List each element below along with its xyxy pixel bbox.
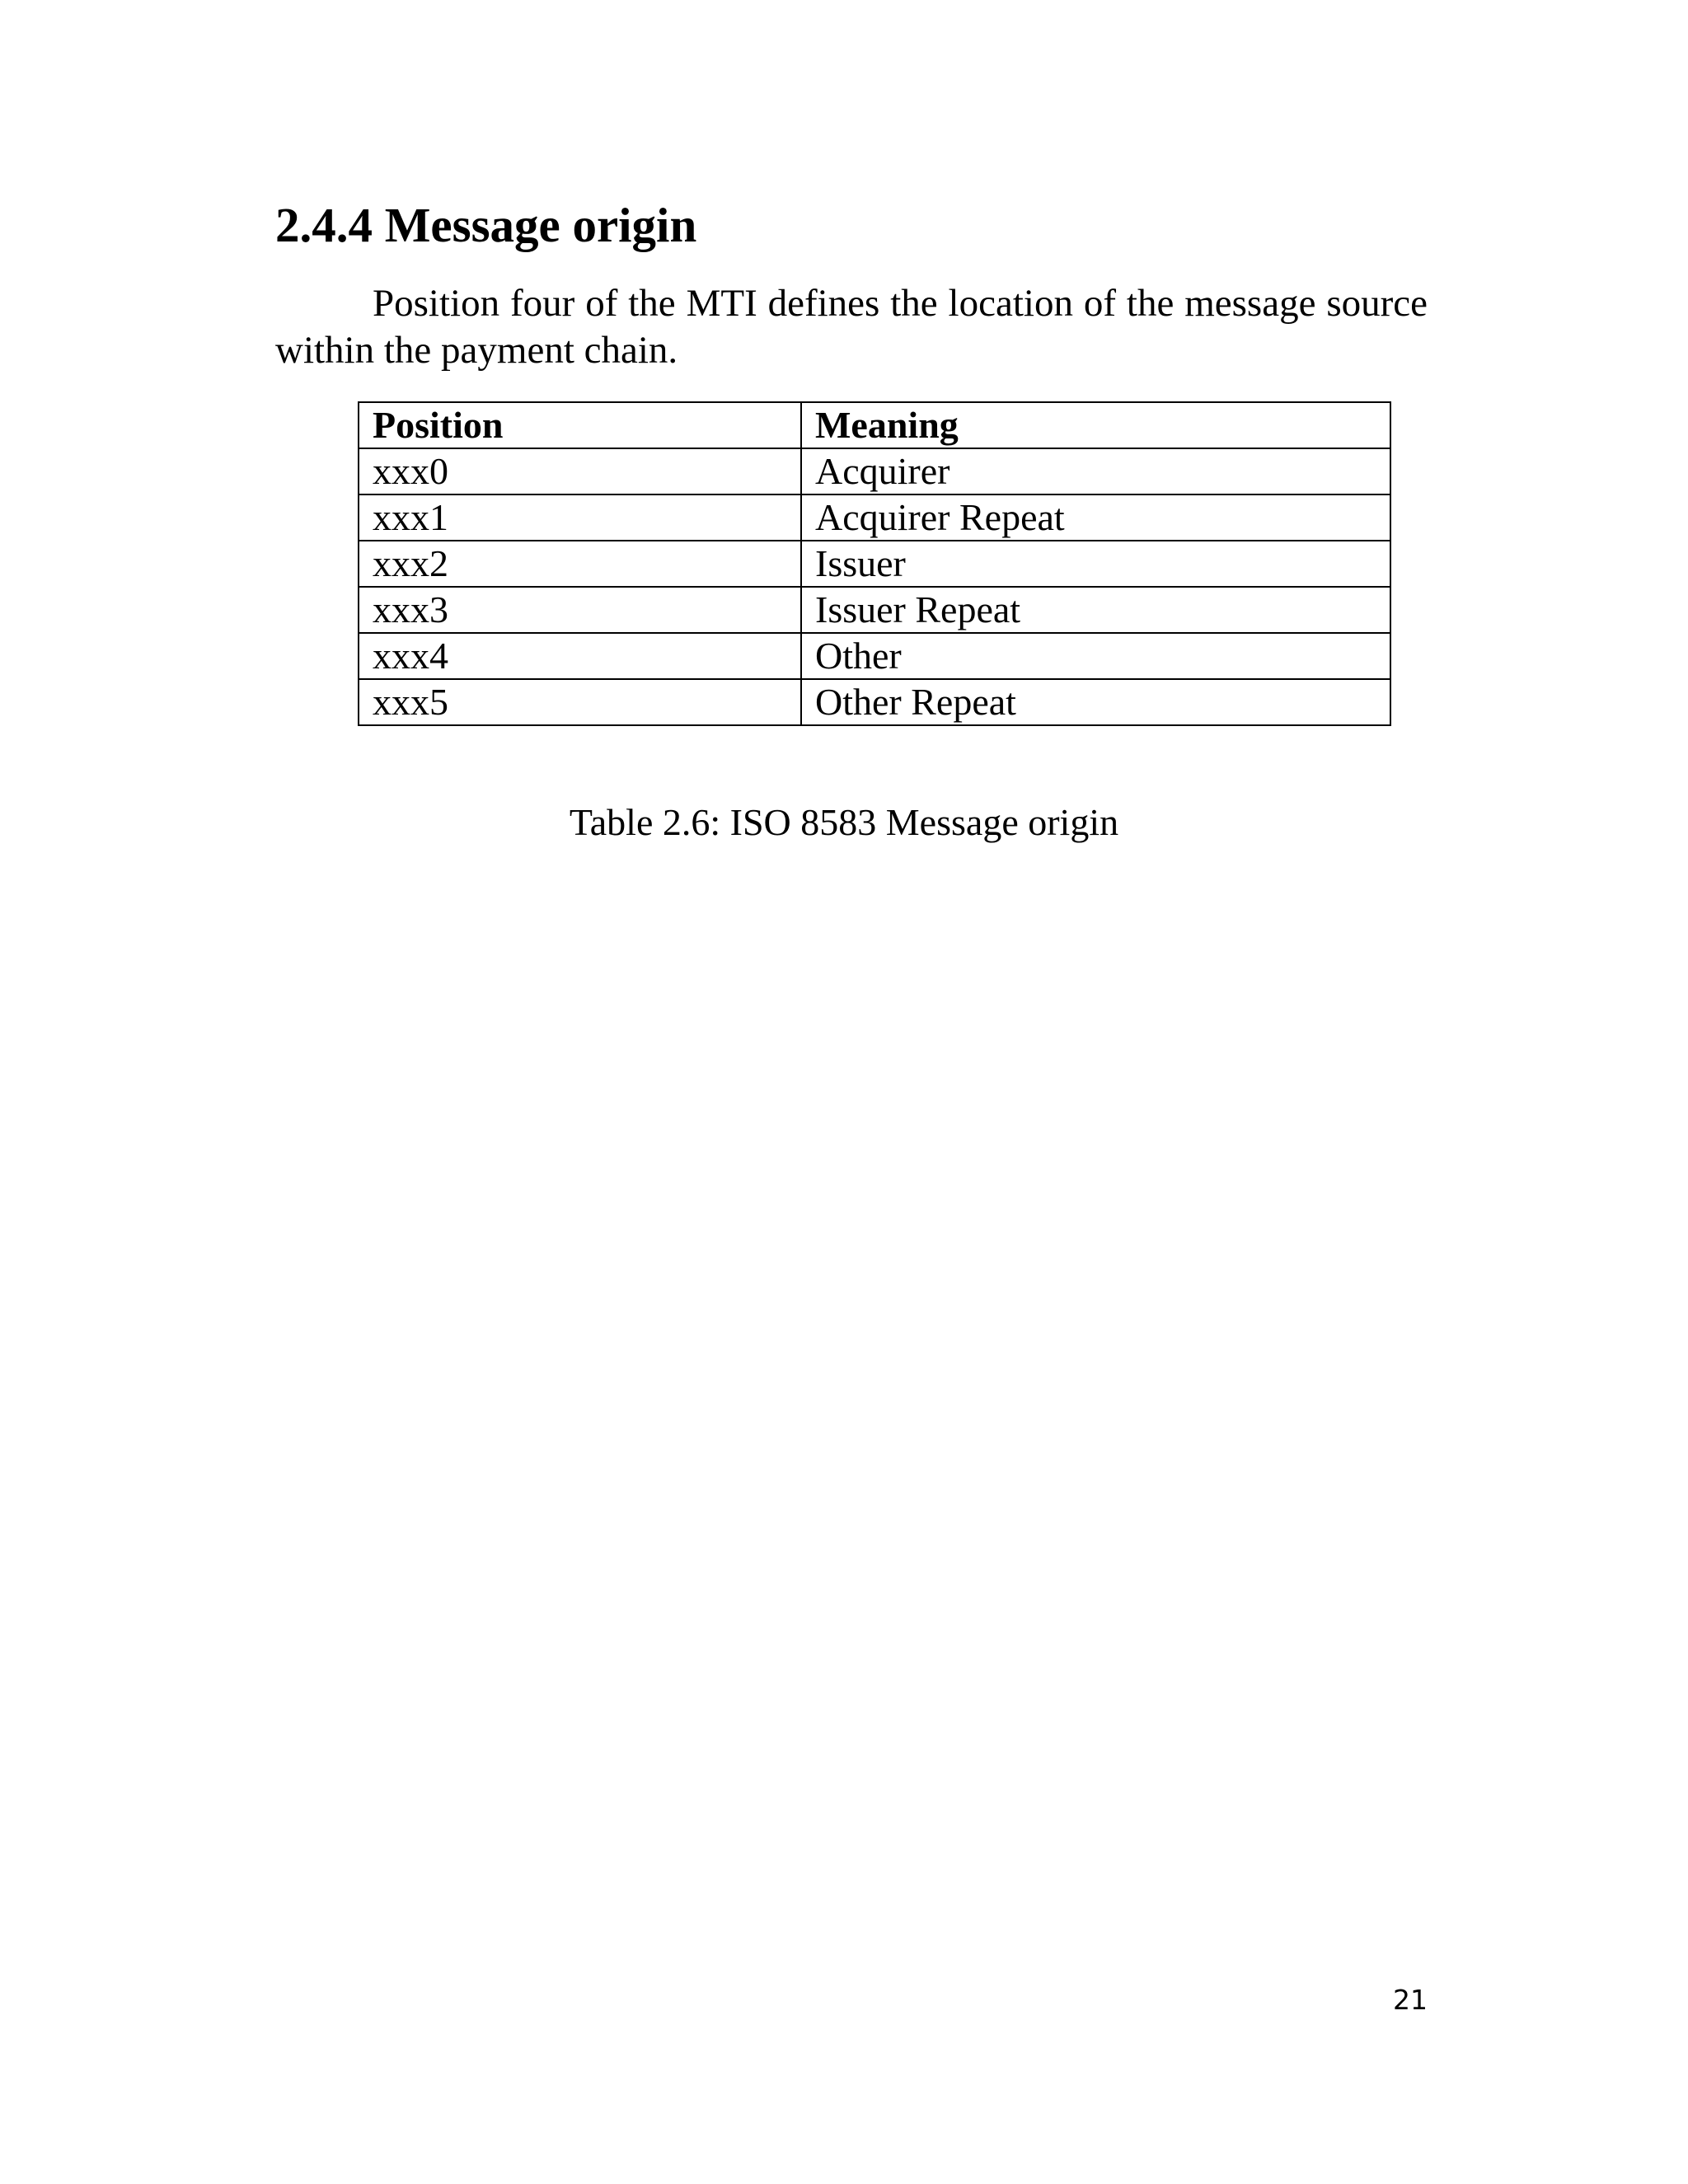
section-heading: 2.4.4 Message origin [275,198,697,252]
page-number: 21 [1393,1984,1428,2016]
position-cell: xxx2 [359,541,801,587]
table-row [359,633,1390,679]
table-row [359,494,1390,541]
meaning-cell: Acquirer Repeat [801,494,1390,541]
table-caption: Table 2.6: ISO 8583 Message origin [569,801,1119,843]
meaning-cell: Other Repeat [801,679,1390,725]
position-cell: xxx5 [359,679,801,725]
position-cell: xxx1 [359,494,801,541]
meaning-cell: Acquirer [801,448,1390,494]
table-row [359,679,1390,725]
meaning-cell: Issuer Repeat [801,587,1390,633]
position-cell: xxx4 [359,633,801,679]
meaning-cell: Issuer [801,541,1390,587]
meaning-cell: Other [801,633,1390,679]
message-origin-table [358,401,1391,726]
table-row [359,448,1390,494]
column-header-position: Position [359,402,801,448]
position-cell: xxx3 [359,587,801,633]
position-cell: xxx0 [359,448,801,494]
column-header-meaning: Meaning [801,402,1390,448]
table-row [359,541,1390,587]
body-paragraph: Position four of the MTI defines the location of the message source within the payment chain. [275,282,1428,372]
table-header-row [359,402,1390,448]
table-row [359,587,1390,633]
